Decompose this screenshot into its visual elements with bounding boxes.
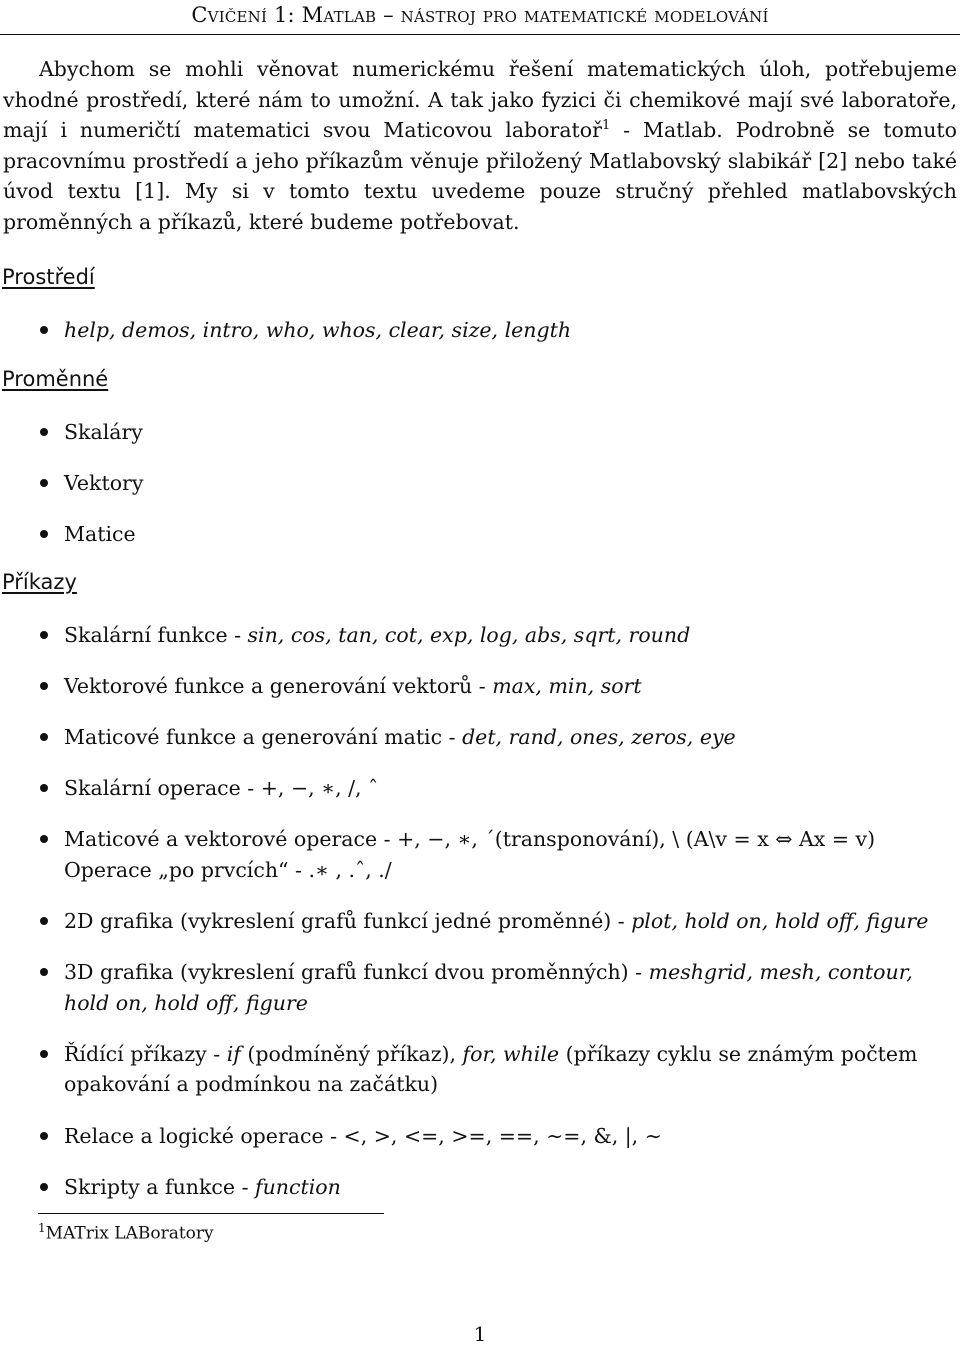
bullet-icon xyxy=(40,631,48,639)
item-text: Řídící příkazy - xyxy=(64,1041,227,1066)
list-item xyxy=(40,722,958,753)
command-list: max, min, sort xyxy=(492,674,642,699)
bullet-icon xyxy=(40,1132,48,1140)
command-list: help, demos, intro, who, whos, clear, size, length xyxy=(64,318,572,342)
item-text-mid: (podmíněný příkaz), xyxy=(240,1041,463,1066)
bullet-icon xyxy=(40,682,48,690)
list-item xyxy=(40,906,958,937)
list-item xyxy=(40,1172,958,1203)
intro-text-1: Abychom se mohli věnovat numerickému řešení matematických úloh, potřebujeme vhodné prostředí, které nám to umožní. A tak jako fyzici či chemikové mají své laboratoře, mají i numeričtí matematici svou Maticovou laboratoř xyxy=(3,57,957,143)
intro-paragraph xyxy=(3,54,957,238)
bullet-icon xyxy=(40,1050,48,1058)
item-text: Skalární funkce - xyxy=(64,623,248,647)
bullet-icon xyxy=(40,428,48,436)
item-text: Skalární operace - +, −, ∗, /, ˆ xyxy=(64,776,379,801)
item-text-line-2: Operace „po prvcích“ - .∗ , .ˆ, ./ xyxy=(64,857,392,882)
item-text: Relace a logické operace - <, >, <=, >=, ==, ∼=, &, |, ∼ xyxy=(64,1123,662,1148)
section-heading-promenne: Proměnné xyxy=(2,367,109,391)
list-prostredi xyxy=(40,315,958,346)
item-text: Skripty a funkce - xyxy=(64,1174,256,1199)
item-text: Vektory xyxy=(64,471,144,496)
list-item xyxy=(40,773,958,804)
bullet-icon xyxy=(40,479,48,487)
bullet-icon xyxy=(40,733,48,741)
section-heading-prostredi: Prostředí xyxy=(2,265,95,289)
item-text: Matice xyxy=(64,522,136,547)
bullet-icon xyxy=(40,326,48,334)
footnote-mark: 1 xyxy=(38,1221,46,1235)
footnote-rule xyxy=(38,1213,384,1214)
command-list: det, rand, ones, zeros, eye xyxy=(462,725,736,750)
list-promenne xyxy=(40,417,958,550)
list-item xyxy=(40,824,958,885)
list-item xyxy=(40,620,958,651)
list-item xyxy=(40,957,958,1018)
bullet-icon xyxy=(40,784,48,792)
command-list: meshgrid, mesh, contour, hold on, hold off, figure xyxy=(64,960,913,1015)
item-text-tail: (příkazy cyklu se známým počtem opakování a podmínkou na začátku) xyxy=(64,1041,918,1097)
item-text: Skaláry xyxy=(64,420,143,444)
item-text: Vektorové funkce a generování vektorů - xyxy=(64,674,493,699)
bullet-icon xyxy=(40,968,48,976)
item-text: Maticové a vektorové operace - +, −, ∗, ´(transponování), \ (A\v = x ⇔ Ax = v) xyxy=(64,827,876,852)
command-list: function xyxy=(255,1174,341,1199)
command-if: if xyxy=(226,1041,241,1066)
command-list: plot, hold on, hold off, figure xyxy=(631,909,929,934)
footnote-reference: 1 xyxy=(601,118,611,134)
bullet-icon xyxy=(40,530,48,538)
bullet-icon xyxy=(40,1183,48,1191)
footnote-text: MATrix LABoratory xyxy=(45,1223,214,1244)
list-prikazy xyxy=(40,620,958,1202)
bullet-icon xyxy=(40,835,48,843)
page-number: 1 xyxy=(473,1322,487,1346)
item-text: 2D grafika (vykreslení grafů funkcí jedné proměnné) - xyxy=(64,909,632,934)
list-item xyxy=(40,417,958,448)
section-heading-prikazy: Příkazy xyxy=(2,570,77,594)
running-header: Cvičení 1: Matlab – nástroj pro matematické modelování xyxy=(0,0,960,35)
list-item xyxy=(40,468,958,499)
list-item xyxy=(40,519,958,550)
list-item xyxy=(40,1121,958,1152)
intro-text-2: - Matlab. Podrobně se tomuto pracovnímu prostředí a jeho příkazům věnuje přiložený Matlabovský slabikář [2] nebo také úvod textu [1]. My si v tomto textu uvedeme pouze stručný přehled matlabovských proměnných a příkazů, které budeme potřebovat. xyxy=(3,118,958,234)
bullet-icon xyxy=(40,917,48,925)
command-loops: for, while xyxy=(462,1041,560,1066)
command-list: sin, cos, tan, cot, exp, log, abs, sqrt, round xyxy=(247,623,691,647)
item-text: 3D grafika (vykreslení grafů funkcí dvou proměnných) - xyxy=(64,960,649,985)
footnote xyxy=(38,1216,214,1246)
list-item xyxy=(40,671,958,702)
list-item xyxy=(40,315,958,346)
item-text: Maticové funkce a generování matic - xyxy=(64,725,463,750)
list-item xyxy=(40,1039,958,1100)
